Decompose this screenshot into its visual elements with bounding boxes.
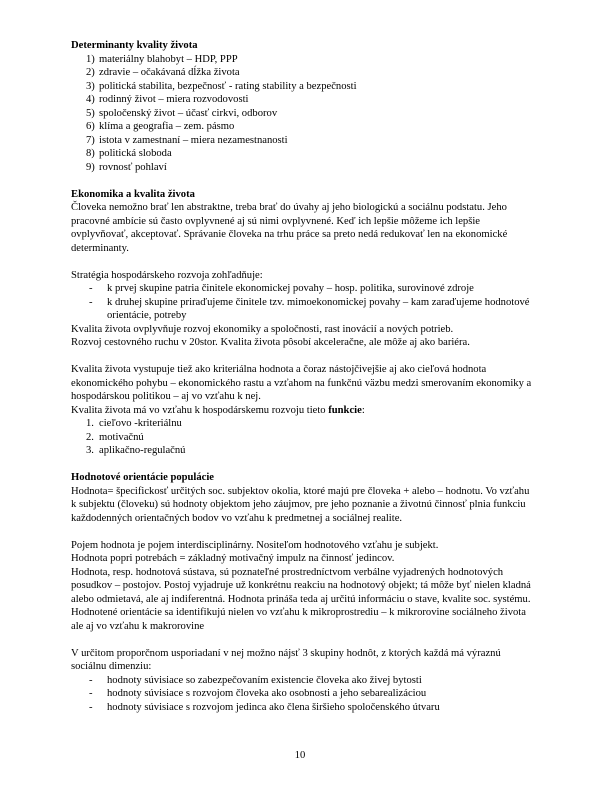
- list-item-text: politická stabilita, bezpečnosť - rating stability a bezpečnosti: [99, 80, 357, 92]
- page-content: [71, 39, 533, 714]
- list-item: [71, 93, 533, 107]
- list-item-text: spoločenský život – účasť cirkvi, odborov: [99, 107, 278, 119]
- paragraph: Kvalita života ovplyvňuje rozvoj ekonomiky a spoločnosti, rast inovácií a nových potrieb.: [71, 323, 454, 335]
- list-marker: 1): [86, 53, 95, 65]
- section-heading-determinants: Determinanty kvality života: [71, 40, 198, 51]
- list-marker: 4): [86, 94, 95, 105]
- list-item-text: cieľovo -kriteriálnu: [99, 418, 182, 429]
- list-marker: 3): [86, 80, 95, 92]
- spacer: [71, 255, 533, 269]
- list-item: [71, 161, 533, 175]
- section-heading-values: Hodnotové orientácie populácie: [71, 472, 215, 483]
- list-item-text: hodnoty súvisiace so zabezpečovaním existencie človeka ako živej bytosti: [107, 674, 422, 686]
- list-marker: -: [89, 674, 93, 686]
- spacer: [71, 458, 533, 472]
- list-marker: -: [89, 283, 93, 294]
- list-item: [71, 417, 533, 431]
- list-item: [71, 120, 533, 134]
- functions-list: [71, 417, 533, 458]
- list-item-text: hodnoty súvisiace s rozvojom človeka ako osobnosti a jeho sebarealizáciou: [107, 688, 427, 699]
- paragraph: Hodnota, resp. hodnotová sústava, sú poznateľné prostredníctvom verbálne vyjadrených hodnotových posudkov – postojov. Postoj vyjadruje už konkrétnu reakciu na hodnotový objekt; tá môže byť nielen kladná alebo odmietavá, ale aj indiferentná. Hodnota prináša teda aj určitú informáciu o stave, kvalite soc. systému.: [71, 566, 531, 605]
- list-marker: 3.: [86, 445, 94, 456]
- list-item-text: klíma a geografia – zem. pásmo: [99, 121, 235, 132]
- list-marker: 2): [86, 67, 95, 78]
- list-item-text: motivačnú: [99, 431, 144, 443]
- spacer: [71, 174, 533, 188]
- list-item-text: politická sloboda: [99, 148, 172, 159]
- colon: :: [361, 404, 365, 416]
- list-item-text: k druhej skupine priraďujeme činitele tzv. mimoekonomickej povahy – kam zaraďujeme hodnotové orientácie, potreby: [107, 296, 530, 321]
- page-number: 10: [294, 750, 306, 761]
- list-item: [71, 444, 533, 458]
- list-item: [71, 431, 533, 445]
- paragraph: Stratégia hospodárskeho rozvoja zohľadňuje:: [71, 269, 263, 281]
- paragraph: Hodnota popri potrebách = základný motivačný impulz na činnosť jedincov.: [71, 553, 395, 564]
- list-item-text: rovnosť pohlaví: [99, 161, 167, 173]
- list-item: [71, 53, 533, 67]
- section-heading-economy: Ekonomika a kvalita života: [71, 188, 195, 200]
- list-marker: 2.: [86, 431, 94, 443]
- list-marker: 8): [86, 148, 95, 159]
- list-marker: 5): [86, 107, 95, 119]
- spacer: [71, 525, 533, 539]
- determinants-list: [71, 53, 533, 175]
- list-item: [71, 674, 533, 688]
- list-marker: 1.: [86, 418, 94, 429]
- list-item: [71, 282, 533, 296]
- list-marker: 9): [86, 161, 95, 173]
- list-item-text: k prvej skupine patria činitele ekonomickej povahy – hosp. politika, surovinové zdroje: [107, 283, 474, 294]
- paragraph: Kvalita života vystupuje tiež ako kriteriálna hodnota a čoraz nástojčivejšie aj ako cieľová hodnota ekonomického pohybu – ekonomického rastu a vzťahom na funkčnú väzbu medzi smerovaním ekonomiky a hospodárskou politikou – aj vo vzťahu k nej.: [71, 364, 532, 402]
- paragraph: Človeka nemožno brať len abstraktne, treba brať do úvahy aj jeho biologickú a sociálnu podstatu. Jeho pracovné ambície sú často ovplyvnené aj sú nimi ovplyvnené. Keď ich lepšie môžeme ich lepšie ovplyvňovať, akceptovať. Správanie človeka na trhu práce sa preto nedá redukovať len na ekonomické determinanty.: [71, 202, 508, 254]
- list-item-text: istota v zamestnaní – miera nezamestnanosti: [99, 134, 288, 146]
- list-marker: -: [89, 296, 93, 308]
- list-item: [71, 134, 533, 148]
- paragraph: Rozvoj cestovného ruchu v 20stor. Kvalita života pôsobí akceleračne, ale môže aj ako bariéra.: [71, 337, 470, 348]
- list-item: [71, 107, 533, 121]
- paragraph: [71, 404, 533, 418]
- paragraph: Hodnotené orientácie sa identifikujú nielen vo vzťahu k mikroprostrediu – k mikrorovine sociálneho života ale aj vo vzťahu k makrorovine: [71, 607, 526, 632]
- list-item: [71, 687, 533, 701]
- functions-term: funkcie: [328, 404, 362, 416]
- list-marker: -: [89, 701, 93, 713]
- list-item: [71, 66, 533, 80]
- list-item-text: aplikačno-regulačnú: [99, 445, 186, 456]
- list-item-text: zdravie – očakávaná dĺžka života: [99, 67, 240, 78]
- list-item: [71, 296, 533, 323]
- list-item: [71, 80, 533, 94]
- list-marker: 6): [86, 121, 95, 132]
- list-item-text: hodnoty súvisiace s rozvojom jedinca ako člena širšieho spoločenského útvaru: [107, 701, 440, 713]
- spacer: [71, 633, 533, 647]
- functions-intro: Kvalita života má vo vzťahu k hospodárskemu rozvoju tieto: [71, 404, 329, 416]
- list-marker: -: [89, 688, 93, 699]
- strategy-list: [71, 282, 533, 323]
- list-marker: 7): [86, 134, 95, 146]
- list-item-text: materiálny blahobyt – HDP, PPP: [99, 53, 238, 65]
- paragraph: V určitom proporčnom usporiadaní v nej možno nájsť 3 skupiny hodnôt, z ktorých každá má výraznú sociálnu dimenziu:: [71, 647, 501, 672]
- spacer: [71, 350, 533, 364]
- value-groups-list: [71, 674, 533, 715]
- paragraph: Hodnota= špecifickosť určitých soc. subjektov okolia, ktoré majú pre človeka + alebo – hodnotu. Vo vzťahu k subjektu (človeku) sú hodnoty objektom jeho záujmov, pre jeho poznanie a životnú činnosť plnia funkciu každodenných orientačných bodov vo vzťahu k predmetnej a sociálnej realite.: [71, 485, 530, 524]
- paragraph: Pojem hodnota je pojem interdisciplinárny. Nositeľom hodnotového vzťahu je subjekt.: [71, 539, 439, 551]
- list-item-text: rodinný život – miera rozvodovosti: [99, 94, 249, 105]
- list-item: [71, 701, 533, 715]
- list-item: [71, 147, 533, 161]
